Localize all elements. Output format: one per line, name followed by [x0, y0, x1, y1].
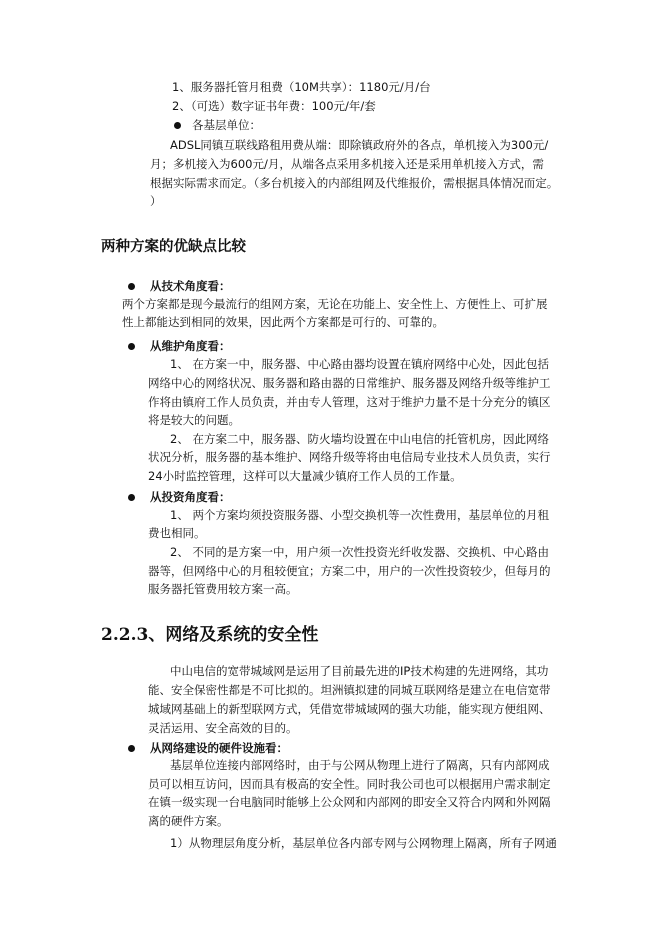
invest-line-2: 费也相同。: [148, 526, 206, 540]
bullet-icon: [128, 745, 135, 752]
hardware-line-2: 员可以相互访问，因而具有极高的安全性。同时我公司也可以根据用户需求制定: [148, 777, 551, 791]
bullet-icon: [128, 343, 135, 350]
invest-line-5: 服务器托管费用较方案一高。: [148, 582, 298, 596]
adsl-line-3: 根据实际需求而定。（多台机接入的内部组网及代维报价，需根据具体情况而定。: [150, 176, 559, 190]
security-intro-1: 中山电信的宽带城域网是运用了目前最先进的IP技术构建的先进网络，其功: [170, 664, 549, 678]
hardware-line-4: 离的硬件方案。: [148, 814, 229, 828]
physical-layer-line: 1）从物理层角度分析，基层单位各内部专网与公网物理上隔离，所有子网通: [170, 836, 557, 850]
bullet-icon: [174, 122, 181, 129]
maint-line-3: 作将由镇府工作人员负责，并由专人管理，这对于维护力量不是十分充分的镇区: [148, 395, 551, 409]
hardware-line-3: 在镇一级实现一台电脑同时能够上公众网和内部网的即安全又符合内网和外网隔: [148, 795, 551, 809]
maint-line-7: 24小时监控管理，这样可以大量减少镇府工作人员的工作量。: [148, 469, 462, 483]
tech-line-2: 性上都能达到相同的效果，因此两个方案都是可行的、可靠的。: [122, 315, 444, 329]
section-heading-security: 2.2.3、网络及系统的安全性: [101, 625, 319, 645]
maint-line-5: 2、 在方案二中，服务器、防火墙均设置在中山电信的托管机房，因此网络: [170, 432, 549, 446]
maint-line-1: 1、 在方案一中，服务器、中心路由器均设置在镇府网络中心处，因此包括: [170, 357, 549, 371]
invest-line-1: 1、 两个方案均须投资服务器、小型交换机等一次性费用，基层单位的月租: [170, 508, 549, 522]
maint-line-4: 将是较大的问题。: [148, 413, 240, 427]
section-heading-comparison: 两种方案的优缺点比较: [101, 239, 246, 255]
invest-line-3: 2、 不同的是方案一中，用户须一次性投资光纤收发器、交换机、中心路由: [170, 545, 549, 559]
security-intro-4: 灵活运用、安全高效的目的。: [148, 721, 298, 735]
hardware-line-1: 基层单位连接内部网络时，由于与公网从物理上进行了隔离，只有内部网成: [170, 758, 550, 772]
adsl-line-1: ADSL同镇互联线路租用费从端：即除镇政府外的各点，单机接入为300元/: [170, 138, 549, 152]
security-intro-3: 城域网基础上的新型联网方式，凭借宽带城域网的强大功能，能实现方便组网、: [148, 702, 551, 716]
tech-line-1: 两个方案都是现今最流行的组网方案，无论在功能上、安全性上、方便性上、可扩展: [122, 297, 548, 311]
maint-line-6: 状况分析，服务器的基本维护、网络升级等将由电信局专业技术人员负责，实行: [148, 450, 551, 464]
maint-line-2: 网络中心的网络状况、服务器和路由器的日常维护、服务器及网络升级等维护工: [148, 376, 551, 390]
security-intro-2: 能、安全保密性都是不可比拟的。坦洲镇拟建的同城互联网络是建立在电信宽带: [148, 683, 551, 697]
pricing-item-2: 2、（可选）数字证书年费：100元/年/套: [172, 99, 376, 113]
maint-title: 从维护角度看：: [150, 339, 231, 353]
hardware-title: 从网络建设的硬件设施看：: [150, 741, 288, 755]
adsl-line-2: 月；多机接入为600元/月，从端各点采用多机接入还是采用单机接入方式，需: [150, 157, 544, 171]
bullet-icon: [128, 283, 135, 290]
pricing-bullet-label: 各基层单位：: [192, 118, 261, 132]
bullet-icon: [128, 494, 135, 501]
invest-line-4: 器等，但网络中心的月租较便宜；方案二中，用户的一次性投资较少，但每月的: [148, 564, 551, 578]
tech-title: 从技术角度看：: [150, 279, 231, 293]
adsl-line-4: ）: [150, 194, 162, 208]
invest-title: 从投资角度看：: [150, 490, 231, 504]
pricing-item-1: 1、服务器托管月租费（10M共享）：1180元/月/台: [172, 80, 431, 94]
